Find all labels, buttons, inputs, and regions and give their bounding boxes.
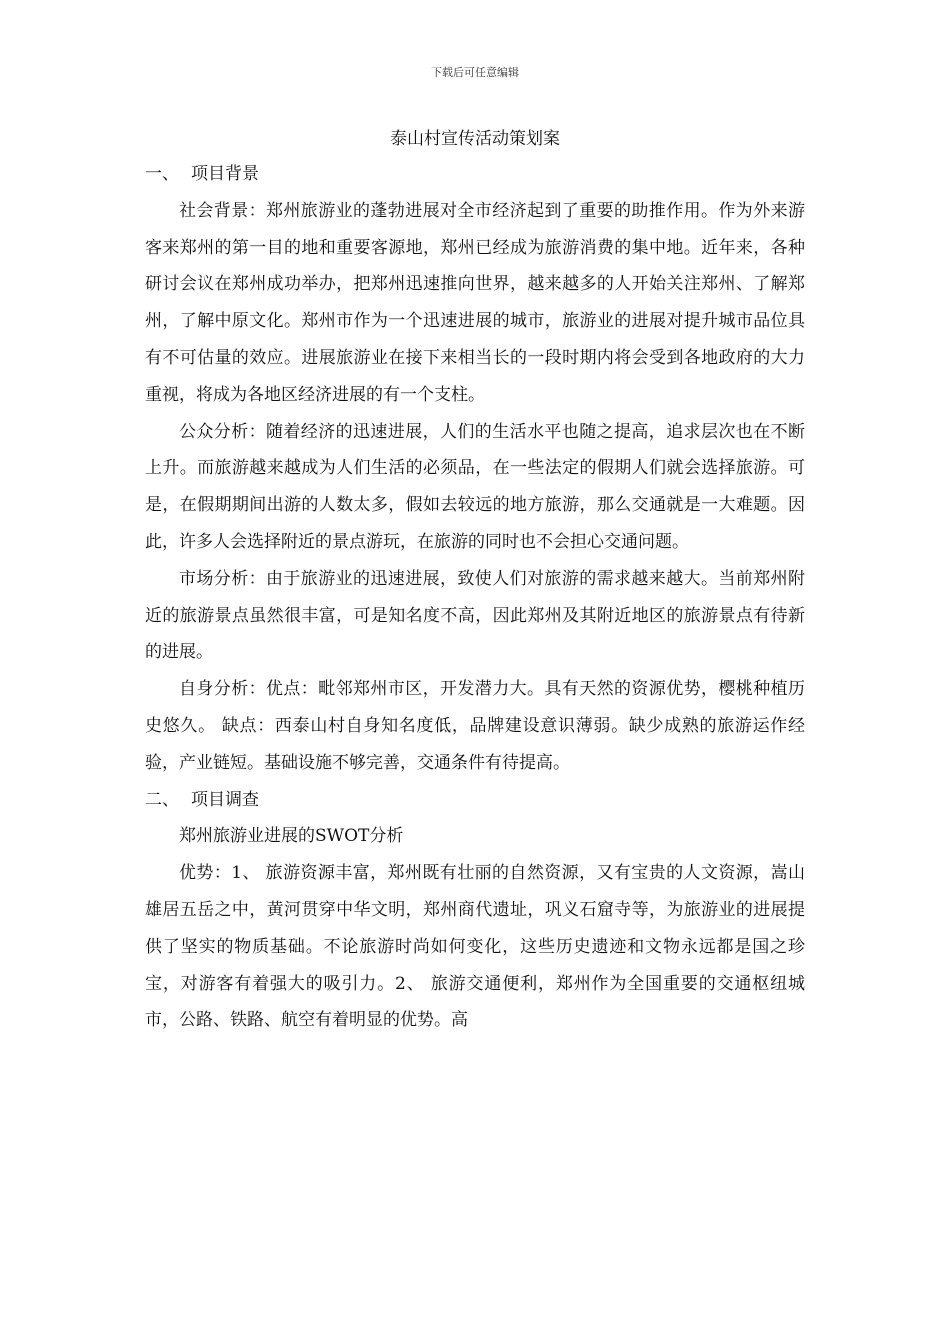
document-title: 泰山村宣传活动策划案 (390, 129, 560, 149)
section-number: 一、 (145, 164, 179, 184)
section-number: 二、 (145, 789, 179, 810)
section-title: 项目背景 (191, 164, 259, 184)
header-watermark: 下载后可任意编辑 (431, 66, 519, 79)
document-body (145, 156, 805, 1039)
paragraph-public-analysis: 公众分析：随着经济的迅速进展，人们的生活水平也随之提高，追求层次也在不断上升。而旅游越来越成为人们生活的必须品，在一些法定的假期人们就会选择旅游。可是，在假期期间出游的人数太多，假如去较远的地方旅游，那么交通就是一大难题。因此，许多人会选择附近的景点游玩，在旅游的同时也不会担心交通问题。 (145, 421, 805, 552)
section-title: 项目调查 (191, 789, 259, 810)
paragraph-swot-title: 郑州旅游业进展的SWOT分析 (179, 826, 404, 847)
section-heading (145, 156, 805, 193)
paragraph-market-analysis: 市场分析：由于旅游业的迅速进展，致使人们对旅游的需求越来越大。当前郑州附近的旅游景点虽然很丰富，可是知名度不高，因此郑州及其附近地区的旅游景点有待新的进展。 (145, 568, 805, 663)
paragraph-advantages: 优势：1、 旅游资源丰富，郑州既有壮丽的自然资源，又有宝贵的人文资源，嵩山雄居五岳之中，黄河贯穿中华文明，郑州商代遗址，巩义石窟寺等，为旅游业的进展提供了坚实的物质基础。不论旅游时尚如何变化，这些历史遗迹和文物永远都是国之珍宝，对游客有着强大的吸引力。2、 旅游交通便利，郑州作为全国重要的交通枢纽城市，公路、铁路、航空有着明显的优势。高 (145, 863, 805, 1031)
section-heading (145, 782, 805, 819)
paragraph-self-analysis: 自身分析：优点：毗邻郑州市区，开发潜力大。具有天然的资源优势，樱桃种植历史悠久。 缺点：西泰山村自身知名度低，品牌建设意识薄弱。缺少成熟的旅游运作经验，产业链短。基础设施不够完善，交通条件有待提高。 (145, 679, 805, 773)
paragraph-social-background: 社会背景：郑州旅游业的蓬勃进展对全市经济起到了重要的助推作用。作为外来游客来郑州的第一目的地和重要客源地，郑州已经成为旅游消费的集中地。近年来，各种研讨会议在郑州成功举办，把郑州迅速推向世界，越来越多的人开始关注郑州、了解郑州，了解中原文化。郑州市作为一个迅速进展的城市，旅游业的进展对提升城市品位具有不可估量的效应。进展旅游业在接下来相当长的一段时期内将会受到各地政府的大力重视，将成为各地区经济进展的有一个支柱。 (145, 200, 805, 405)
